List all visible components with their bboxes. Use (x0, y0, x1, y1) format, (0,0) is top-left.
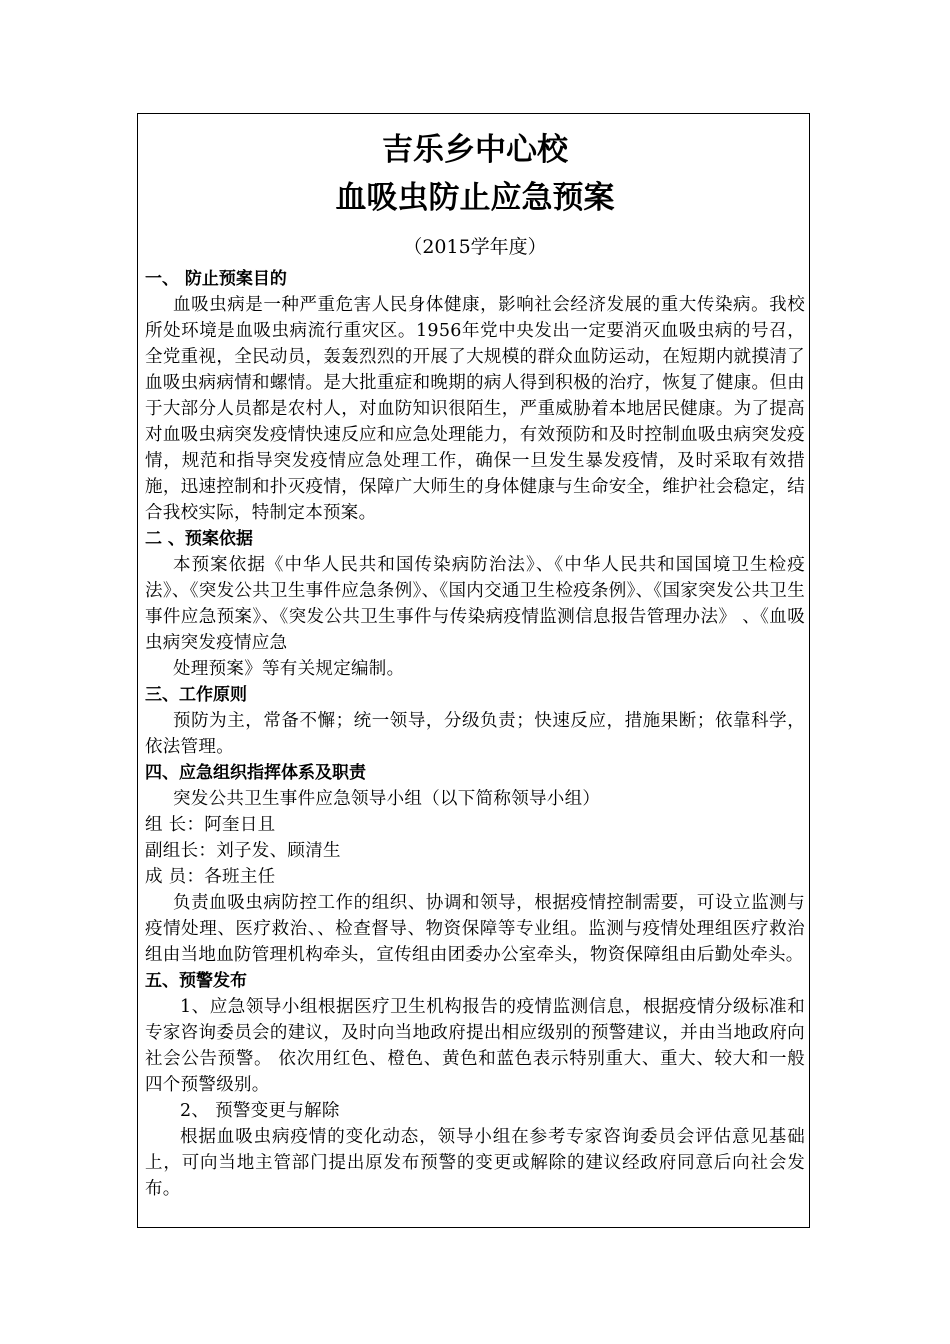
section-4-heading: 四、应急组织指挥体系及职责 (145, 763, 366, 783)
section-4-duties: 负责血吸虫病防控工作的组织、协调和领导，根据疫情控制需要，可设立监测与疫情处理、医疗救治、、检查督导、物资保障等专业组。监测与疫情处理组医疗救治组由当地血防管理机构牵头，宣传组由团委办公室牵头，物资保障组由后勤处牵头。 (145, 893, 805, 965)
section-1-heading: 一、 防止预案目的 (145, 269, 287, 289)
section-3-body: 预防为主，常备不懈；统一领导，分级负责；快速反应，措施果断；依靠科学，依法管理。 (145, 711, 805, 757)
section-2-body (145, 552, 805, 682)
section-4-members: 成 员：各班主任 (145, 867, 276, 887)
section-4-group: 突发公共卫生事件应急领导小组（以下简称领导小组） (173, 789, 601, 809)
section-1-body: 血吸虫病是一种严重危害人民身体健康，影响社会经济发展的重大传染病。我校所处环境是血吸虫病流行重灾区。1956年党中央发出一定要消灭血吸虫病的号召，全党重视，全民动员，轰轰烈烈的开展了大规模的群众血防运动，在短期内就摸清了血吸虫病病情和螺情。是大批重症和晚期的病人得到积极的治疗，恢复了健康。但由于大部分人员都是农村人，对血防知识很陌生，严重威胁着本地居民健康。为了提高对血吸虫病突发疫情快速反应和应急处理能力，有效预防和及时控制血吸虫病突发疫情，规范和指导突发疫情应急处理工作，确保一旦发生暴发疫情，及时采取有效措施，迅速控制和扑灭疫情，保障广大师生的身体健康与生命安全，维护社会稳定，结合我校实际，特制定本预案。 (145, 295, 805, 523)
document-body (145, 128, 805, 1202)
section-3-heading: 三、工作原则 (145, 685, 247, 705)
section-4-leader: 组 长：阿奎日且 (145, 815, 276, 835)
section-5-item-2-title: 2、 预警变更与解除 (180, 1101, 340, 1121)
section-2-heading: 二 、预案依据 (145, 529, 253, 549)
section-4-deputy: 副组长：刘子发、顾清生 (145, 841, 341, 861)
section-5-heading: 五、预警发布 (145, 971, 247, 991)
plan-title: 血吸虫防止应急预案 (335, 180, 615, 216)
academic-year: （2015学年度） (403, 236, 547, 258)
section-2-body-part1: 本预案依据《中华人民共和国传染病防治法》、《中华人民共和国国境卫生检疫法》、《突发公共卫生事件应急条例》、《国内交通卫生检疫条例》、《国家突发公共卫生事件应急预案》、《突发公共卫生事件与传染病疫情监测信息报告管理办法》 、《血吸虫病突发疫情应急 (145, 555, 805, 653)
section-5-item-1: 1、应急领导小组根据医疗卫生机构报告的疫情监测信息，根据疫情分级标准和专家咨询委员会的建议，及时向当地政府提出相应级别的预警建议，并由当地政府向社会公告预警。 依次用红色、橙色、黄色和蓝色表示特别重大、重大、较大和一般四个预警级别。 (145, 997, 805, 1095)
section-2-body-part2: 处理预案》等有关规定编制。 (173, 659, 405, 679)
school-title: 吉乐乡中心校 (382, 132, 568, 168)
section-5-item-2-body: 根据血吸虫病疫情的变化动态，领导小组在参考专家咨询委员会评估意见基础上，可向当地主管部门提出原发布预警的变更或解除的建议经政府同意后向社会发布。 (145, 1127, 805, 1199)
